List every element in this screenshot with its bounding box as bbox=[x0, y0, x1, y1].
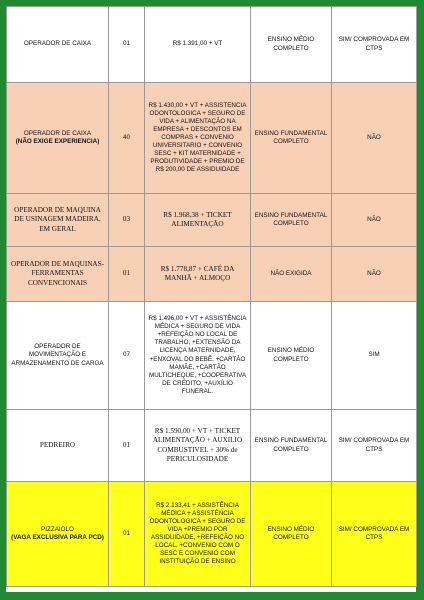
job-quantity: 01 bbox=[109, 410, 145, 482]
job-title-cell bbox=[7, 302, 109, 410]
job-quantity: 01 bbox=[109, 7, 145, 83]
job-pay: R$ 2.133,41 + ASSISTÊNCIA MÉDICA + ASSISTÊNCIA ODONTOLOGICA + SEGURO DE VIDA +PREMIO POR ASSIDUIDADE, +REFEIÇÃO NO LOCAL, +CONVENIO COM O SESC E CONVENIO COM INSTITUIÇÃO DE ENSINO bbox=[145, 482, 251, 587]
table-row bbox=[7, 482, 417, 587]
job-quantity: 03 bbox=[109, 194, 145, 247]
job-education: ENSINO MÉDIO COMPLETO bbox=[251, 482, 332, 587]
table-row bbox=[7, 302, 417, 410]
job-pay: R$ 1.590,00 + VT + TICKET ALIMENTAÇÃO + AUXILIO COMBUSTIVEL + 30% de PERICULOSIDADE bbox=[145, 410, 251, 482]
table-row bbox=[7, 83, 417, 194]
job-experience: NÃO bbox=[332, 83, 417, 194]
job-title: OPERADOR DE MOVIMENTAÇÃO E ARMAZENAMENTO DE CARGA bbox=[11, 343, 104, 367]
job-quantity: 01 bbox=[109, 482, 145, 587]
job-experience: NÃO bbox=[332, 194, 417, 247]
job-title-cell bbox=[7, 410, 109, 482]
table-row bbox=[7, 247, 417, 302]
job-experience: NÃO bbox=[332, 247, 417, 302]
job-title-cell bbox=[7, 482, 109, 587]
job-experience: SIM/ COMPROVADA EM CTPS bbox=[332, 7, 417, 83]
job-title: OPERADOR DE MAQUINAS-FERRAMENTAS CONVENCIONAIS bbox=[10, 260, 105, 287]
job-title: PEDREIRO bbox=[39, 440, 76, 449]
job-quantity: 40 bbox=[109, 83, 145, 194]
job-title-cell bbox=[7, 194, 109, 247]
job-education: ENSINO MÉDIO COMPLETO bbox=[251, 7, 332, 83]
job-education: ENSINO FUNDAMENTAL COMPLETO bbox=[251, 194, 332, 247]
job-education: ENSINO FUNDAMENTAL COMPLETO bbox=[251, 83, 332, 194]
job-pay: R$ 1.430,00 + VT + ASSISTENCIA ODONTOLOGICA + SEGURO DE VIDA + ALIMENTAÇÃO NA EMPRESA + DESCONTOS EM COMPRAS + CONVENIO UNIVERSITARIO + CONVENIO SESC + KIT MATERNIDADE + PRODUTIVIDADE + PREMIO DE R$ 200,00 DE ASSIDUIDADE bbox=[145, 83, 251, 194]
job-pay: R$ 1.391,00 + VT bbox=[145, 7, 251, 83]
job-title: OPERADOR DE CAIXA bbox=[23, 40, 92, 48]
job-title-cell bbox=[7, 247, 109, 302]
job-pay: R$ 1.496,00 + VT + ASSISTÊNCIA MÉDICA + SEGURO DE VIDA +REFEIÇÃO NO LOCAL DE TRABALHO, +EXTENSÃO DA LICENÇA MATERNIDADE, +ENXOVAL DO BEBÊ, +CARTÃO MAMÃE, +CARTÃO MULTICHEQUE, +COOPERATIVA DE CRÉDITO, +AUXÍLIO FUNERAL. bbox=[145, 302, 251, 410]
job-note: (NÃO EXIGE EXPERIENCIA) bbox=[15, 138, 100, 145]
table-row bbox=[7, 410, 417, 482]
job-vacancies-table bbox=[6, 6, 417, 587]
job-experience: SIM/ COMPROVADA EM CTPS bbox=[332, 410, 417, 482]
job-education: ENSINO MÉDIO COMPLETO bbox=[251, 302, 332, 410]
job-experience: SIM bbox=[332, 302, 417, 410]
job-quantity: 01 bbox=[109, 247, 145, 302]
table-row bbox=[7, 7, 417, 83]
job-experience: SIM/ COMPROVADA EM CTPS bbox=[332, 482, 417, 587]
job-education: NÃO EXIGIDA bbox=[251, 247, 332, 302]
table-row bbox=[7, 194, 417, 247]
job-title: OPERADOR DE CAIXA bbox=[23, 129, 92, 137]
job-quantity: 07 bbox=[109, 302, 145, 410]
job-title: PIZZAIOLO bbox=[41, 525, 74, 533]
job-title-cell bbox=[7, 83, 109, 194]
job-title: OPERADOR DE MAQUINA DE USINAGEM MADEIRA, EM GERAL bbox=[14, 206, 101, 233]
job-title-cell bbox=[7, 7, 109, 83]
job-note: (VAGA EXCLUSIVA PARA PCD) bbox=[11, 534, 104, 541]
job-pay: R$ 1.968,38 + TICKET ALIMENTAÇÃO bbox=[145, 194, 251, 247]
job-pay: R$ 1.778,87 + CAFÉ DA MANHÃ + ALMOÇO bbox=[145, 247, 251, 302]
job-education: ENSINO FUNDAMENTAL COMPLETO bbox=[251, 410, 332, 482]
